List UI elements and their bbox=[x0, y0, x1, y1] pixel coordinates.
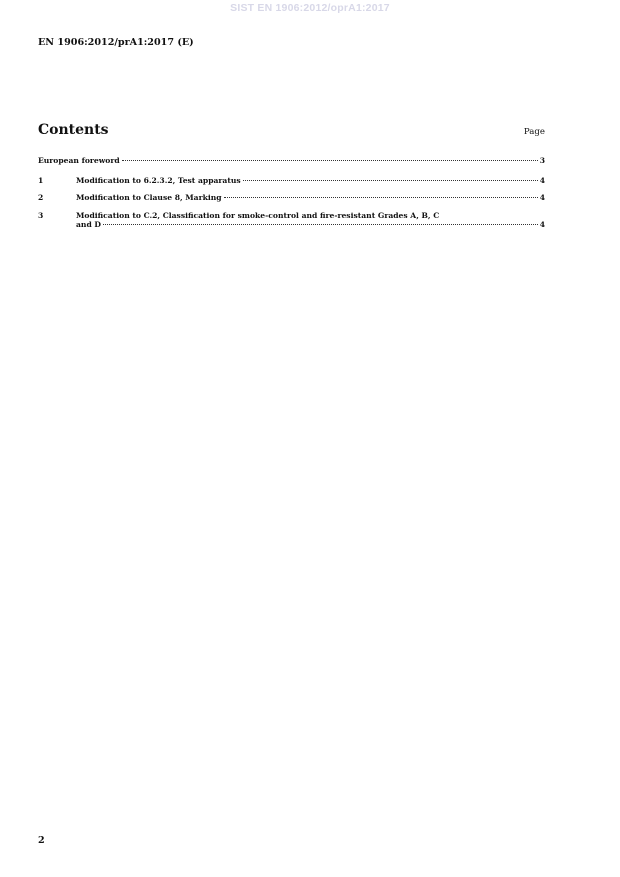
toc-entry-line bbox=[76, 193, 545, 203]
toc-entry-line bbox=[76, 176, 545, 186]
watermark: SIST EN 1906:2012/oprA1:2017 bbox=[230, 2, 390, 14]
toc-entry-body bbox=[76, 176, 545, 186]
toc-entry-2[interactable] bbox=[38, 193, 545, 203]
toc-dot-leader bbox=[122, 160, 538, 161]
page-number: 2 bbox=[38, 835, 45, 846]
toc-entry-number: 2 bbox=[38, 193, 44, 202]
toc-entry-page: 3 bbox=[539, 156, 545, 165]
toc-entry-body bbox=[76, 193, 545, 203]
toc-entry-title-line-2[interactable]: and D bbox=[76, 220, 101, 229]
document-id-header: EN 1906:2012/prA1:2017 (E) bbox=[38, 37, 194, 48]
toc-entry-number: 1 bbox=[38, 175, 44, 185]
toc-entry-page: 4 bbox=[539, 220, 545, 229]
toc-dot-leader bbox=[103, 224, 538, 225]
table-of-contents bbox=[38, 156, 545, 238]
toc-entry-number: 3 bbox=[38, 210, 44, 220]
toc-dot-leader bbox=[224, 197, 538, 198]
toc-entry-european-foreword[interactable] bbox=[38, 156, 545, 166]
toc-entry-line bbox=[76, 220, 545, 230]
toc-entry-body bbox=[38, 156, 545, 166]
toc-entry-page: 4 bbox=[539, 193, 545, 202]
toc-entry-3[interactable] bbox=[38, 211, 545, 230]
toc-dot-leader bbox=[243, 180, 538, 181]
toc-entry-title[interactable]: Modification to Clause 8, Marking bbox=[76, 193, 222, 202]
contents-heading: Contents bbox=[38, 122, 109, 138]
page-column-label: Page bbox=[523, 127, 545, 137]
toc-entry-page: 4 bbox=[539, 175, 545, 185]
toc-entry-title[interactable]: Modification to 6.2.3.2, Test apparatus bbox=[76, 175, 241, 185]
toc-entry-title[interactable]: European foreword bbox=[38, 156, 120, 165]
toc-entry-1[interactable] bbox=[38, 176, 545, 186]
toc-entry-line bbox=[38, 156, 545, 166]
toc-entry-body bbox=[76, 211, 545, 230]
toc-entry-title-line-1[interactable]: Modification to C.2, Classification for smoke-control and fire-resistant Grades A, B, C bbox=[76, 210, 440, 220]
